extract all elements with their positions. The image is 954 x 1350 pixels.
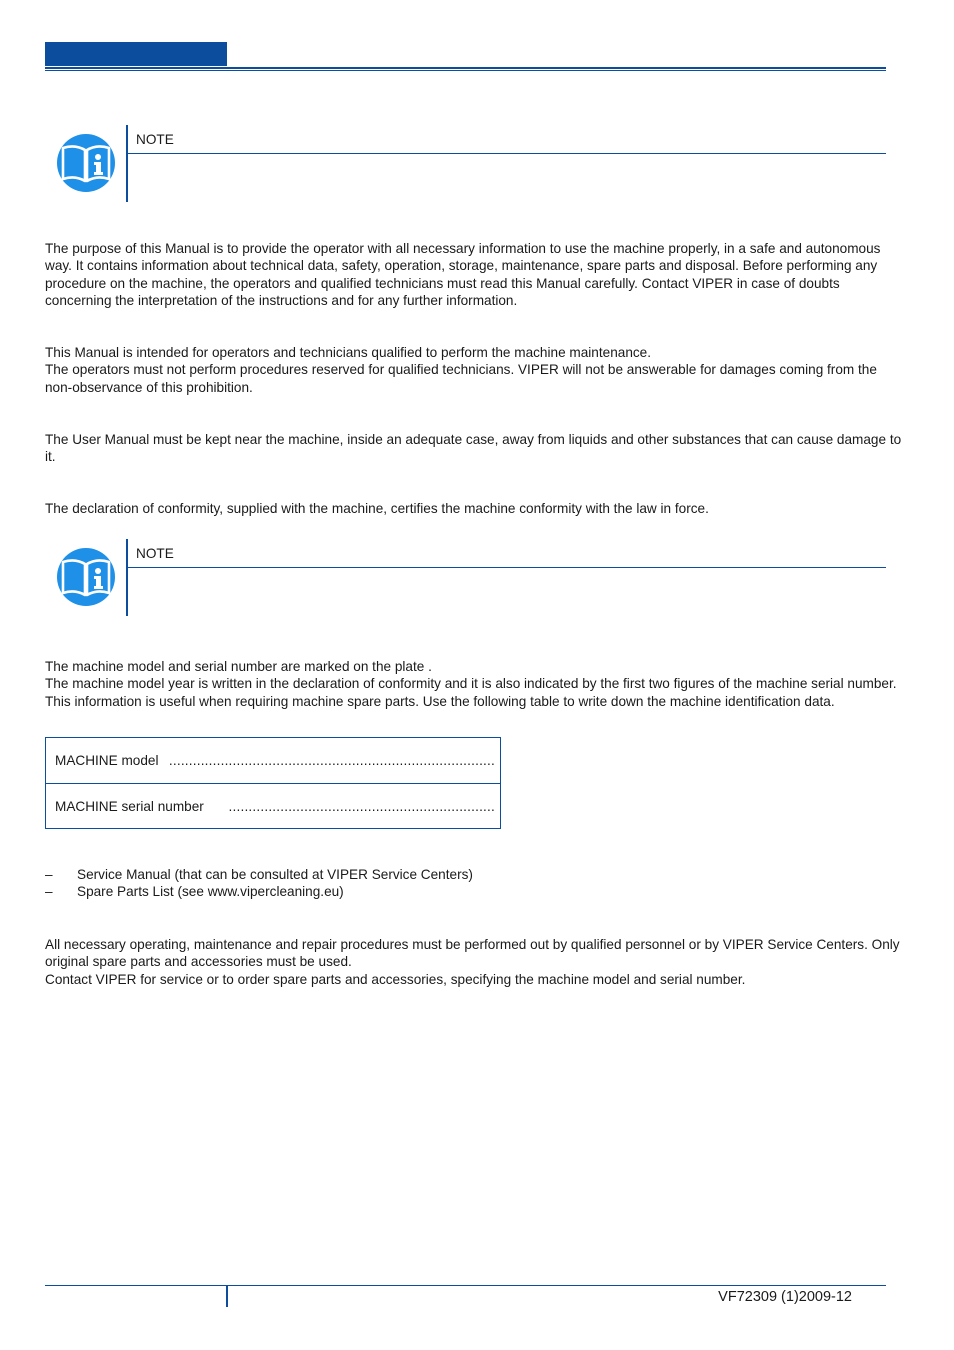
manual-info-icon [57, 548, 115, 606]
conformity-text: The declaration of conformity, supplied with the machine, certifies the machine conformity with the law in force. [45, 501, 709, 516]
service-paragraph [45, 936, 905, 988]
ident-text-1: The machine model and serial number are marked on the plate . [45, 659, 432, 674]
storage-paragraph [45, 431, 905, 466]
service-text-1: All necessary operating, maintenance and repair procedures must be performed out by qualified personnel or by VIPER Service Centers. Only original spare parts and accessories must be used. [45, 937, 900, 970]
note-rule [127, 567, 886, 568]
purpose-paragraph [45, 240, 905, 310]
machine-model-label: MACHINE model [55, 753, 159, 768]
note-bar [126, 539, 128, 616]
storage-text: The User Manual must be kept near the machine, inside an adequate case, away from liquids and other substances that can cause damage to it. [45, 432, 902, 465]
list-item-text: Spare Parts List (see www.vipercleaning.eu) [77, 884, 344, 900]
machine-model-field[interactable]: .................................................................................. [168, 753, 495, 768]
machine-serial-row [46, 783, 500, 829]
ident-text-3: This information is useful when requiring machine spare parts. Use the following table to write down the machine identification data. [45, 693, 835, 709]
header-tab [45, 42, 227, 66]
conformity-paragraph [45, 500, 905, 517]
header-rule-thin [45, 70, 886, 71]
note-rule [127, 153, 886, 154]
footer-divider [226, 1285, 228, 1307]
note-bar [126, 125, 128, 202]
machine-serial-field[interactable]: ................................................................... [228, 799, 495, 814]
machine-model-row [46, 738, 500, 783]
machine-id-table [45, 737, 501, 829]
list-bullet: – [45, 884, 53, 900]
service-text-2: Contact VIPER for service or to order spare parts and accessories, specifying the machine model and serial number. [45, 971, 746, 987]
note-label: NOTE [136, 132, 174, 147]
target-text-1: This Manual is intended for operators and technicians qualified to perform the machine maintenance. [45, 345, 652, 360]
note-label: NOTE [136, 546, 174, 561]
purpose-text: The purpose of this Manual is to provide the operator with all necessary information to use the machine properly, in a safe and autonomous way. It contains information about technical data, safety, operation, storage, maintenance, spare parts and disposal. Before performing any procedure on the machine, the operators and qualified technicians must read this Manual carefully. Contact VIPER in case of doubts concerning the interpretation of the instructions and for any further information. [45, 241, 881, 309]
manual-info-icon [57, 134, 115, 192]
target-paragraph [45, 344, 905, 396]
document-code: VF72309 (1)2009-12 [718, 1289, 852, 1305]
list-item-text: Service Manual (that can be consulted at VIPER Service Centers) [77, 867, 473, 882]
list-bullet: – [45, 867, 53, 882]
identification-paragraph [45, 658, 915, 710]
target-text-2: The operators must not perform procedures reserved for qualified technicians. VIPER will not be answerable for damages coming from the non-observance of this prohibition. [45, 362, 877, 395]
ident-text-2: The machine model year is written in the declaration of conformity and it is also indicated by the first two figures of the machine serial number. [45, 676, 897, 692]
machine-serial-label: MACHINE serial number [55, 799, 204, 814]
footer-rule [45, 1285, 886, 1286]
header-rule [45, 67, 886, 69]
